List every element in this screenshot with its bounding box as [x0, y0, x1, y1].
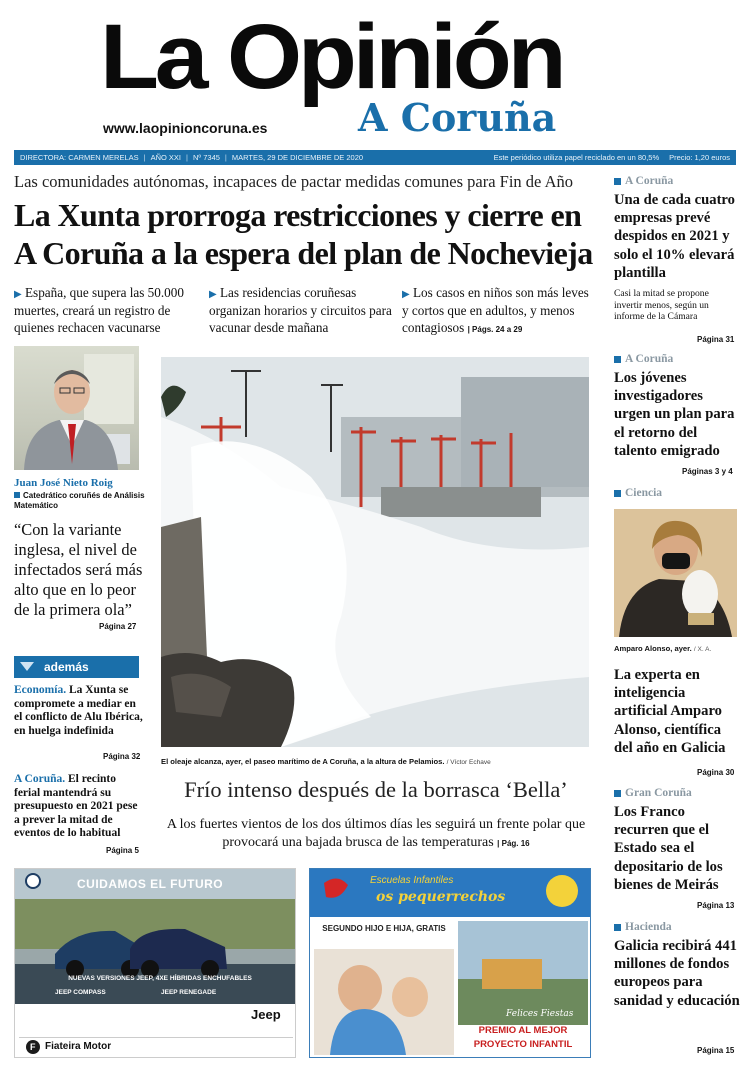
- lead-kicker: Las comunidades autónomas, incapaces de pactar medidas comunes para Fin de Año: [14, 172, 573, 191]
- triangle-bullet-icon: ▶: [209, 289, 217, 300]
- side-headline[interactable]: La experta en inteligencia artificial Amparo Alonso, científica del año en Galicia: [614, 667, 726, 756]
- section-label: Hacienda: [614, 921, 672, 933]
- section-label: Gran Coruña: [614, 787, 692, 799]
- section-label: A Coruña: [614, 175, 673, 187]
- year: AÑO XXI: [150, 153, 182, 162]
- square-bullet-icon: [614, 924, 621, 931]
- school-name: os pequerrechos: [376, 889, 506, 905]
- page-reference: Página 30: [697, 768, 735, 777]
- brief-text: La Xunta se compromete a mediar en el conflicto de Alu Ibérica, en huelga indefinida: [14, 684, 143, 737]
- school-offer: SEGUNDO HIJO E HIJA, GRATIS: [322, 924, 446, 933]
- brief-text: El recinto ferial mantendrá su presupuesto en 2021 pese a prever la mitad de eventos de lo habitual: [14, 773, 138, 840]
- brief-section: A Coruña.: [14, 773, 66, 785]
- ad-versions: NUEVAS VERSIONES JEEP, 4XE HÍBRIDAS ENCHUFABLES: [68, 975, 252, 982]
- award-line-2: PROYECTO INFANTIL: [473, 1039, 573, 1050]
- storm-headline[interactable]: Frío intenso después de la borrasca ‘Bella’: [184, 777, 568, 802]
- ad-model-1: JEEP COMPASS: [55, 989, 106, 996]
- photo-caption: Amparo Alonso, ayer. / X. A.: [614, 644, 712, 653]
- square-bullet-icon: [614, 790, 621, 797]
- section-label: A Coruña: [614, 353, 673, 365]
- lead-bullet[interactable]: [402, 285, 594, 338]
- ademas-header: además: [14, 656, 139, 678]
- page-reference: Página 15: [697, 1046, 735, 1055]
- ad-model-2: JEEP RENEGADE: [161, 989, 217, 996]
- issue-info-bar: DIRECTORA: CARMEN MERELAS | AÑO XXI | Nº 7345 | MARTES, 29 DE DICIEMBRE DE 2020 Este periódico utiliza papel reciclado en un 80,5% Precio: 1,20 euros: [14, 150, 736, 165]
- page-reference: Páginas 3 y 4: [682, 467, 733, 476]
- lead-bullet[interactable]: [209, 285, 399, 336]
- issue-date: MARTES, 29 DE DICIEMBRE DE 2020: [231, 153, 364, 162]
- side-headline[interactable]: Los jóvenes investigadores urgen un plan para el retorno del talento emigrado: [614, 370, 735, 459]
- interviewee-name: Juan José Nieto Roig: [14, 477, 113, 489]
- storm-wave-photo: [161, 357, 589, 747]
- bullet-text: España, que supera las 50.000 muertes, creará un registro de quienes rechacen vacunarse: [14, 285, 184, 335]
- amparo-alonso-photo: [614, 509, 737, 637]
- square-bullet-icon: [614, 490, 621, 497]
- svg-text:F: F: [30, 1042, 36, 1052]
- page-reference: Página 5: [106, 846, 139, 855]
- bullet-text: Los casos en niños son más leves y cortos que en adultos, y menos contagiosos: [402, 285, 589, 335]
- page-reference: Página 13: [697, 901, 735, 910]
- dealer-name: Fiateira Motor: [45, 1041, 112, 1052]
- page-reference: Página 32: [103, 752, 141, 761]
- photo-credit: / Víctor Echave: [446, 759, 491, 766]
- price: Precio: 1,20 euros: [669, 153, 730, 162]
- director: DIRECTORA: CARMEN MERELAS: [20, 153, 139, 162]
- brief-item[interactable]: [14, 684, 144, 738]
- jeep-advertisement[interactable]: [14, 868, 296, 1058]
- page-reference: Página 27: [99, 622, 137, 631]
- recycled-note: Este periódico utiliza papel reciclado en un 80,5%: [493, 153, 660, 162]
- section-label: Ciencia: [614, 487, 662, 499]
- edition-city: A Coruña: [358, 95, 557, 140]
- side-summary: Casi la mitad se propone invertir menos, según un informe de la Cámara: [614, 288, 709, 323]
- brief-item[interactable]: [14, 773, 144, 841]
- issue-number: Nº 7345: [192, 153, 220, 162]
- side-headline[interactable]: Una de cada cuatro empresas prevé despidos en 2021 y solo el 10% elevará plantilla: [614, 192, 735, 281]
- page-reference: | Págs. 24 a 29: [467, 324, 523, 334]
- newspaper-logo: La Opinión: [100, 6, 563, 108]
- triangle-bullet-icon: ▶: [402, 289, 410, 300]
- website-link[interactable]: www.laopinioncoruna.es: [103, 120, 268, 136]
- brief-section: Economía.: [14, 684, 67, 696]
- chevron-down-icon: [20, 662, 34, 671]
- triangle-bullet-icon: ▶: [14, 289, 22, 300]
- side-headline[interactable]: Los Franco recurren que el Estado sea el depositario de los bienes de Meirás: [614, 804, 723, 893]
- season-greeting: Felices Fiestas: [506, 1009, 574, 1019]
- photo-caption: El oleaje alcanza, ayer, el paseo marítimo de A Coruña, a la altura de Pelamios. / Víctor Echave: [161, 757, 491, 766]
- storm-summary: A los fuertes vientos de los dos últimos días les seguirá un frente polar que provocará una bajada brusca de las temperaturas | Pág. 16: [166, 817, 586, 850]
- lead-headline[interactable]: La Xunta prorroga restricciones y cierre en A Coruña a la espera del plan de Nochevieja: [14, 197, 593, 271]
- interview-quote[interactable]: “Con la variante inglesa, el nivel de infectados será más alto que en lo peor de la primera ola”: [14, 520, 143, 619]
- interviewee-role: Catedrático coruñés de Análisis Matemático: [14, 491, 145, 510]
- school-advertisement[interactable]: [309, 868, 591, 1058]
- page-reference: Página 31: [697, 335, 735, 344]
- bullet-text: Las residencias coruñesas organizan horarios y circuitos para vacunar desde mañana: [209, 285, 392, 335]
- square-bullet-icon: [14, 492, 20, 498]
- ad-slogan: CUIDAMOS EL FUTURO: [77, 877, 224, 891]
- page-reference: | Pág. 16: [497, 839, 530, 848]
- side-headline[interactable]: Galicia recibirá 441 millones de fondos europeos para sanidad y educación: [614, 938, 740, 1009]
- square-bullet-icon: [614, 356, 621, 363]
- square-bullet-icon: [614, 178, 621, 185]
- school-title: Escuelas Infantiles: [370, 875, 454, 886]
- photo-credit: / X. A.: [693, 646, 712, 653]
- interviewee-photo: [14, 346, 139, 470]
- jeep-logo: Jeep: [251, 1007, 281, 1022]
- award-line-1: PREMIO AL MEJOR: [478, 1025, 568, 1036]
- lead-bullet[interactable]: [14, 285, 204, 336]
